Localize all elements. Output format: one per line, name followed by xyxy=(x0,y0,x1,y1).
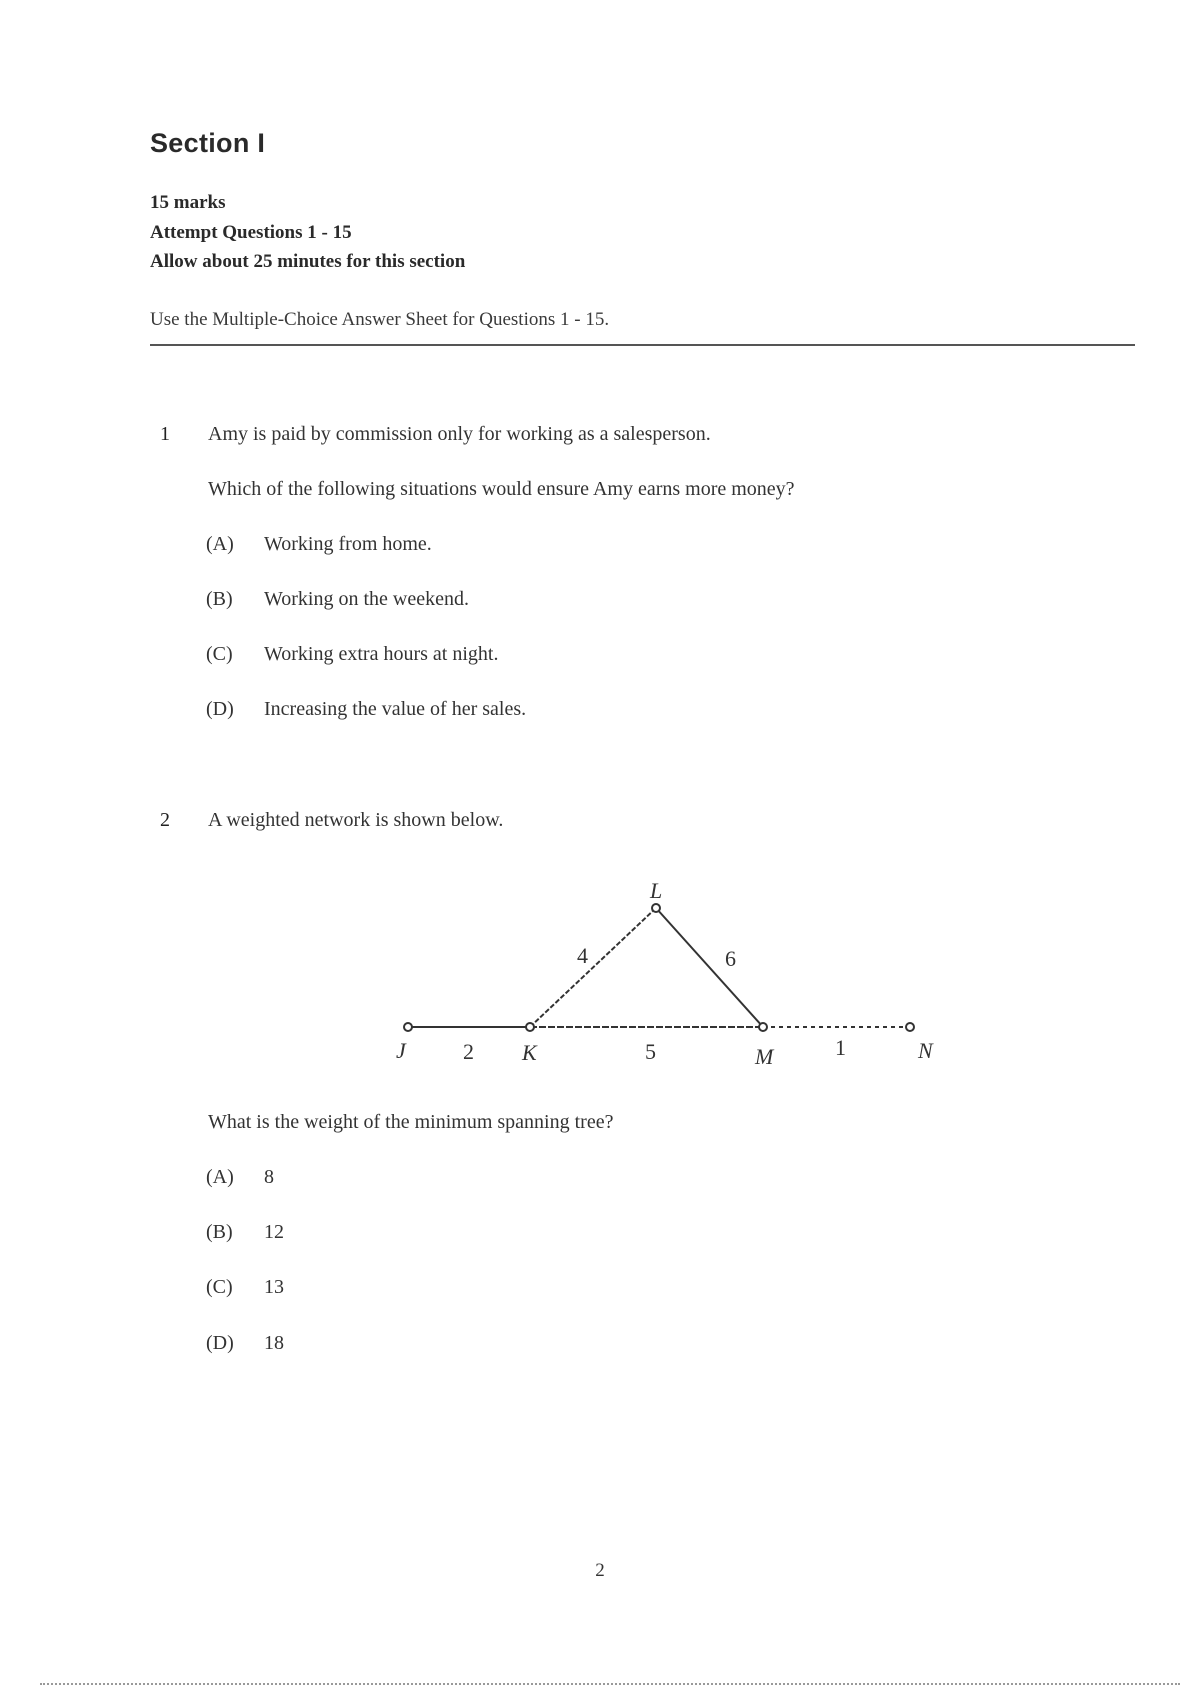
vertex-label-m: M xyxy=(755,1044,774,1069)
edge-l-m xyxy=(656,908,763,1027)
edge-weight-l-m: 6 xyxy=(725,946,736,971)
edge-weight-j-k: 2 xyxy=(463,1039,474,1064)
question-2-option-c-text: 13 xyxy=(264,1276,284,1298)
question-2-option-d-letter: (D) xyxy=(206,1332,234,1354)
section-marks: 15 marks xyxy=(150,192,226,213)
question-1-option-c-text: Working extra hours at night. xyxy=(264,643,499,665)
question-2-option-b-text: 12 xyxy=(264,1221,284,1243)
vertex-j xyxy=(404,1023,412,1031)
vertex-label-n: N xyxy=(918,1038,933,1063)
question-1-option-c-letter: (C) xyxy=(206,643,233,665)
vertex-l xyxy=(652,904,660,912)
vertex-label-k: K xyxy=(522,1040,537,1065)
weighted-network-diagram xyxy=(380,870,950,1070)
section-instruction: Use the Multiple-Choice Answer Sheet for Questions 1 - 15. xyxy=(150,309,610,330)
vertex-label-j: J xyxy=(396,1038,406,1063)
edge-weight-m-n: 1 xyxy=(835,1035,846,1060)
question-1-option-a-letter: (A) xyxy=(206,533,234,555)
edge-k-l xyxy=(530,908,656,1027)
question-1-option-d-text: Increasing the value of her sales. xyxy=(264,698,527,720)
question-2-stem: A weighted network is shown below. xyxy=(208,809,504,831)
question-2-number: 2 xyxy=(160,809,170,831)
section-title: Section I xyxy=(150,128,266,158)
question-2-option-c-letter: (C) xyxy=(206,1276,233,1298)
page-number: 2 xyxy=(595,1560,605,1581)
question-2-option-b-letter: (B) xyxy=(206,1221,233,1243)
edge-weight-k-m: 5 xyxy=(645,1039,656,1064)
question-2-option-d-text: 18 xyxy=(264,1332,284,1354)
question-2-prompt: What is the weight of the minimum spanning tree? xyxy=(208,1111,614,1133)
question-1-option-a-text: Working from home. xyxy=(264,533,432,555)
scan-artifact-line xyxy=(40,1683,1180,1685)
section-time: Allow about 25 minutes for this section xyxy=(150,251,466,272)
question-1-option-d-letter: (D) xyxy=(206,698,234,720)
vertex-k xyxy=(526,1023,534,1031)
section-attempt: Attempt Questions 1 - 15 xyxy=(150,222,352,243)
question-1-option-b-letter: (B) xyxy=(206,588,233,610)
question-1-stem: Amy is paid by commission only for working as a salesperson. xyxy=(208,423,711,445)
vertex-m xyxy=(759,1023,767,1031)
question-2-option-a-text: 8 xyxy=(264,1166,274,1188)
edge-weight-k-l: 4 xyxy=(577,943,588,968)
section-divider xyxy=(150,344,1135,346)
question-1-option-b-text: Working on the weekend. xyxy=(264,588,469,610)
question-1-prompt: Which of the following situations would ensure Amy earns more money? xyxy=(208,478,795,500)
vertex-label-l: L xyxy=(650,878,663,903)
vertex-n xyxy=(906,1023,914,1031)
question-1-number: 1 xyxy=(160,423,170,445)
question-2-option-a-letter: (A) xyxy=(206,1166,234,1188)
